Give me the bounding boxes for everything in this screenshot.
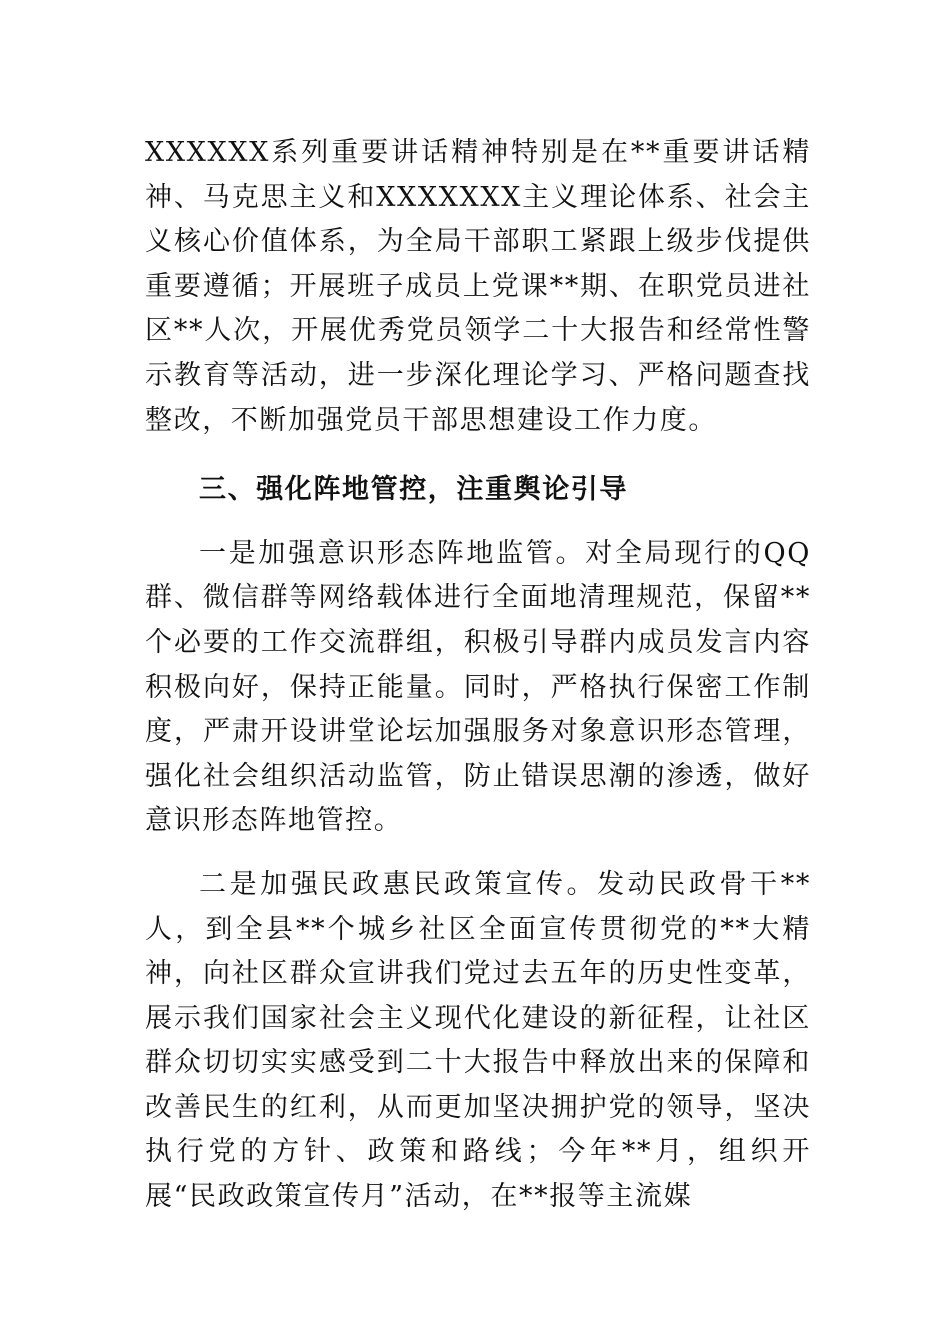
paragraph-policy-publicity: 二是加强民政惠民政策宣传。发动民政骨干**人，到全县**个城乡社区全面宣传贯彻党的**大精神，向社区群众宣讲我们党过去五年的历史性变革，展示我们国家社会主义现代化建设的新征程，让社区群众切切实实感受到二十大报告中释放出来的保障和改善民生的红利，从而更加坚决拥护党的领导，坚决执行党的方针、政策和路线；今年**月，组织开展“民政政策宣传月”活动，在**报等主流媒 xyxy=(145,868,811,1213)
document-body xyxy=(145,131,811,1220)
paragraph-ideology-supervision: 一是加强意识形态阵地监管。对全局现行的QQ群、微信群等网络载体进行全面地清理规范，保留**个必要的工作交流群组，积极引导群内成员发言内容积极向好，保持正能量。同时，严格执行保密工作制度，严肃开设讲堂论坛加强服务对象意识形态管理，强化社会组织活动监管，防止错误思潮的渗透，做好意识形态阵地管控。 xyxy=(145,537,811,837)
paragraph-continuation: XXXXXX系列重要讲话精神特别是在**重要讲话精神、马克思主义和XXXXXXX主义理论体系、社会主义核心价值体系，为全局干部职工紧跟上级步伐提供重要遵循；开展班子成员上党课**期、在职党员进社区**人次，开展优秀党员领学二十大报告和经常性警示教育等活动，进一步深化理论学习、严格问题查找整改，不断加强党员干部思想建设工作力度。 xyxy=(145,137,811,436)
section-heading: 三、强化阵地管控，注重舆论引导 xyxy=(199,474,628,506)
